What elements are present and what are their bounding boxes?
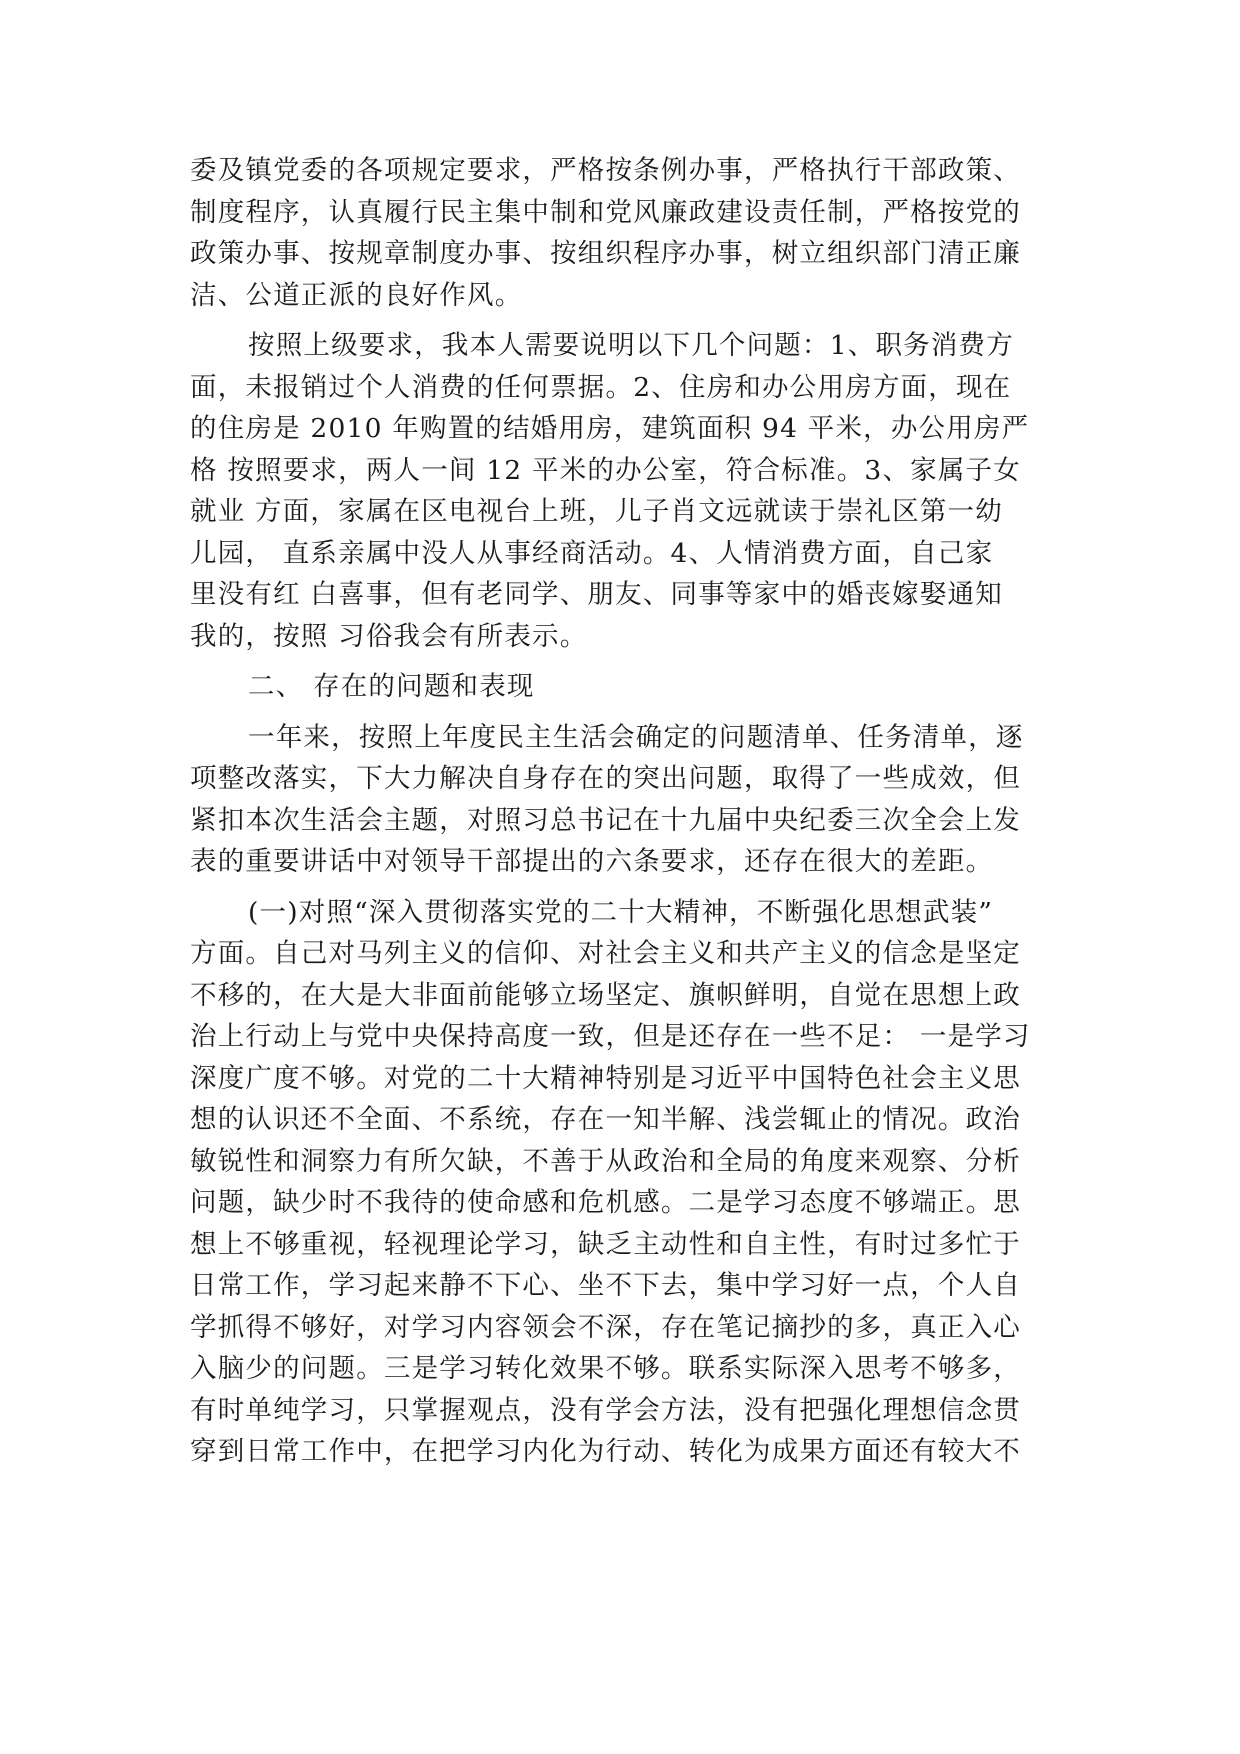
text-line: 政策办事、按规章制度办事、按组织程序办事，树立组织部门清正廉 <box>190 238 1021 269</box>
text-line: 一年来，按照上年度民主生活会确定的问题清单、任务清单，逐 <box>248 721 1024 753</box>
text-line: 不移的，在大是大非面前能够立场坚定、旗帜鲜明，自觉在思想上政 <box>190 979 1021 1011</box>
text-line: 我的，按照 习俗我会有所表示。 <box>190 620 588 652</box>
text-line: 儿园， 直系亲属中没人从事经商活动。4、人情消费方面，自己家 <box>190 537 994 569</box>
text-line: 穿到日常工作中，在把学习内化为行动、转化为成果方面还有较大不 <box>190 1436 1021 1467</box>
text-line: 委及镇党委的各项规定要求，严格按条例办事，严格执行干部政策、 <box>190 155 1021 186</box>
text-line: 的住房是 2010 年购置的结婚用房，建筑面积 94 平米，办公用房严 <box>190 413 1030 444</box>
text-line: 洁、公道正派的良好作风。 <box>190 279 523 311</box>
text-line: 敏锐性和洞察力有所欠缺，不善于从政治和全局的角度来观察、分析 <box>190 1145 1021 1177</box>
text-line: 日常工作，学习起来静不下心、坐不下去，集中学习好一点，个人自 <box>190 1270 1021 1301</box>
text-line: 紧扣本次生活会主题，对照习总书记在十九届中央纪委三次全会上发 <box>190 804 1021 836</box>
section-heading: 二、 存在的问题和表现 <box>248 671 535 702</box>
text-line: 方面。自己对马列主义的信仰、对社会主义和共产主义的信念是坚定 <box>190 938 1021 969</box>
text-line: 项整改落实，下大力解决自身存在的突出问题，取得了一些成效，但 <box>190 763 1021 794</box>
text-line: 就业 方面，家属在区电视台上班，儿子肖文远就读于崇礼区第一幼 <box>190 496 1003 527</box>
text-line: 问题，缺少时不我待的使命感和危机感。二是学习态度不够端正。思 <box>190 1187 1021 1218</box>
text-line: 面，未报销过个人消费的任何票据。2、住房和办公用房方面，现在 <box>190 371 1012 403</box>
text-line: 按照上级要求，我本人需要说明以下几个问题：1、职务消费方 <box>248 330 1014 361</box>
text-line: (一)对照“深入贯彻落实党的二十大精神，不断强化思想武装” <box>248 896 994 928</box>
text-line: 制度程序，认真履行民主集中制和党风廉政建设责任制，严格按党的 <box>190 196 1021 228</box>
text-line: 有时单纯学习，只掌握观点，没有学会方法，没有把强化理想信念贯 <box>190 1394 1021 1426</box>
text-line: 深度广度不够。对党的二十大精神特别是习近平中国特色社会主义思 <box>190 1062 1021 1094</box>
text-line: 学抓得不够好，对学习内容领会不深，存在笔记摘抄的多，真正入心 <box>190 1311 1021 1343</box>
text-line: 里没有红 白喜事，但有老同学、朋友、同事等家中的婚丧嫁娶通知 <box>190 579 1003 610</box>
text-line: 格 按照要求，两人一间 12 平米的办公室，符合标准。3、家属子女 <box>190 454 1021 486</box>
text-line: 想上不够重视，轻视理论学习，缺乏主动性和自主性，有时过多忙于 <box>190 1228 1021 1260</box>
text-line: 表的重要讲话中对领导干部提出的六条要求，还存在很大的差距。 <box>190 846 994 877</box>
text-line: 治上行动上与党中央保持高度一致，但是还存在一些不足： 一是学习 <box>190 1021 1031 1052</box>
text-line: 入脑少的问题。三是学习转化效果不够。联系实际深入思考不够多， <box>190 1353 1021 1384</box>
text-line: 想的认识还不全面、不系统，存在一知半解、浅尝辄止的情况。政治 <box>190 1104 1021 1135</box>
document-page <box>190 150 1060 1473</box>
